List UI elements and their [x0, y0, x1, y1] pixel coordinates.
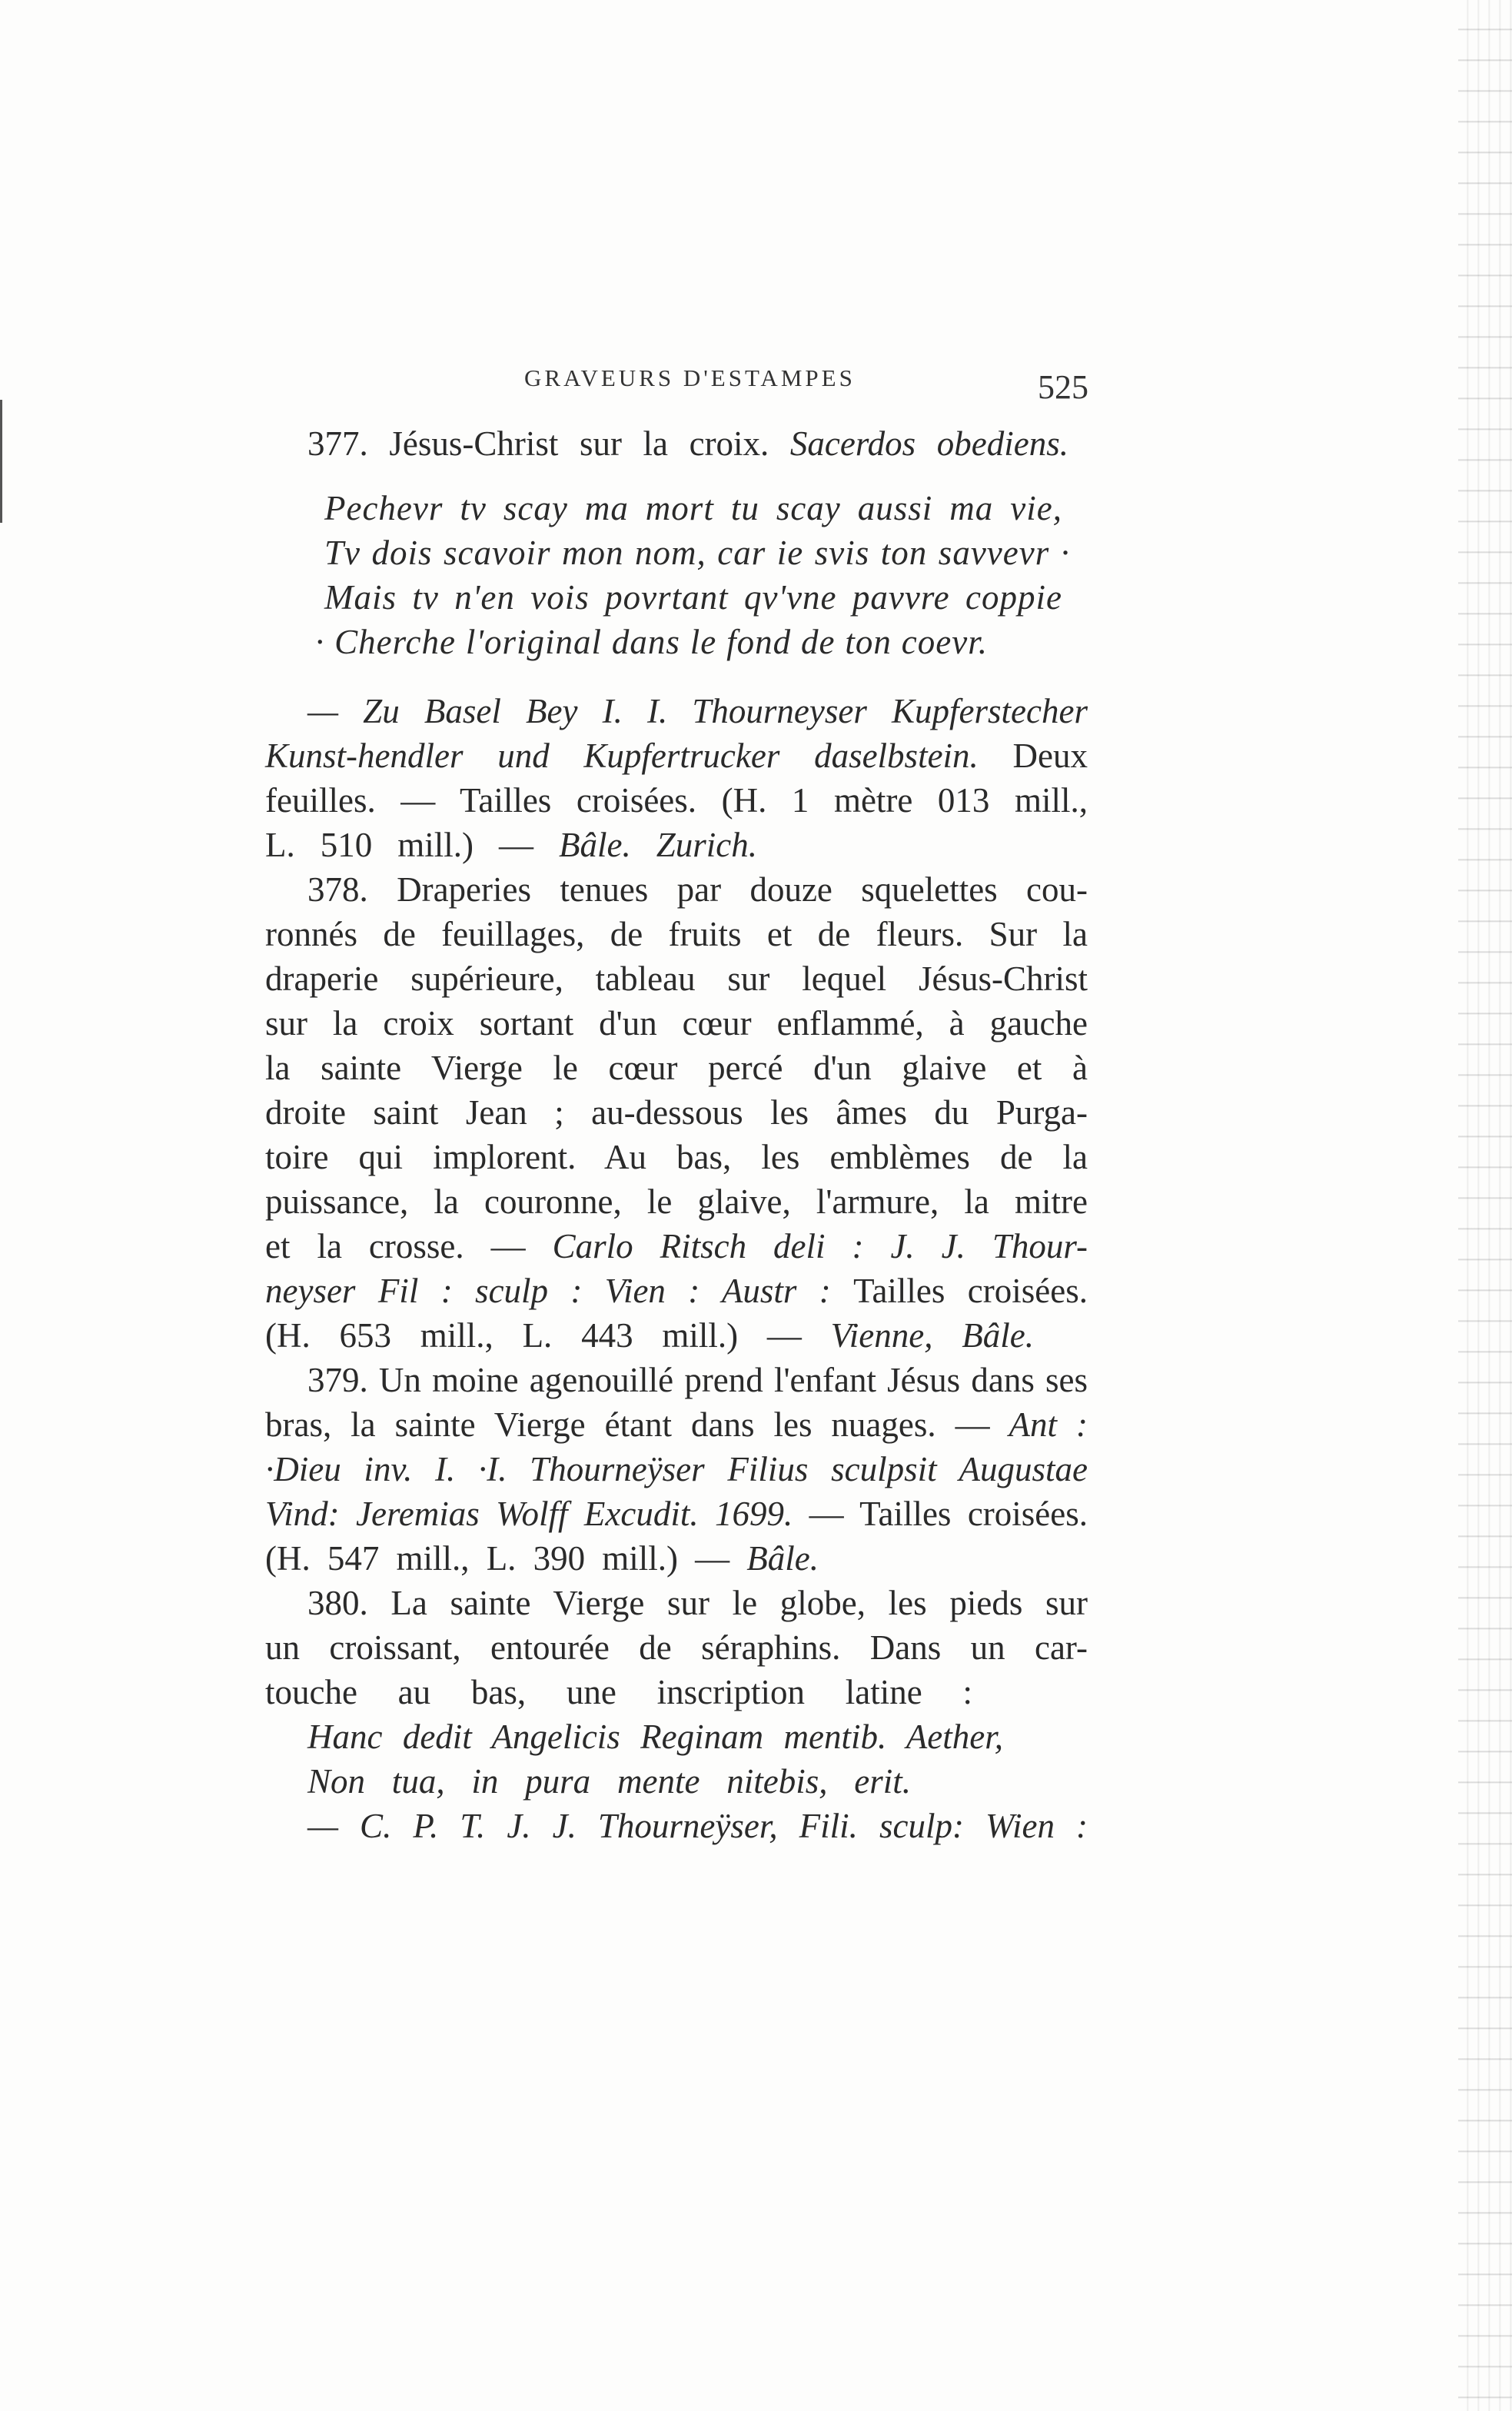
text-run-italic: Carlo Ritsch deli : J. J. Thour-	[552, 1227, 1088, 1265]
text-run: 377. Jésus-Christ sur la croix.	[307, 424, 790, 463]
text-line: 379. Un moine agenouillé prend l'enfant Jésus dans ses	[307, 1361, 1088, 1399]
text-line	[265, 1313, 1034, 1358]
text-run: (H. 547 mill., L. 390 mill.) —	[265, 1539, 747, 1578]
text-line: Mais tv n'en vois povrtant qv'vne pavvre coppie	[324, 578, 1062, 617]
text-line: Tv dois scavoir mon nom, car ie svis ton savvevr ·	[324, 534, 1070, 572]
text-line: puissance, la couronne, le glaive, l'armure, la mitre	[265, 1182, 1088, 1221]
text-line	[265, 1536, 819, 1581]
text-run-italic: Vienne, Bâle.	[830, 1316, 1034, 1355]
text-line: Pechevr tv scay ma mort tu scay aussi ma vie,	[324, 489, 1062, 527]
text-line: ronnés de feuillages, de fruits et de fleurs. Sur la	[265, 915, 1088, 953]
text-line: 378. Draperies tenues par douze squelettes cou-	[307, 870, 1088, 909]
text-run: (H. 653 mill., L. 443 mill.) —	[265, 1316, 831, 1355]
text-run-italic: Sacerdos obediens.	[789, 424, 1068, 463]
running-head: GRAVEURS D'ESTAMPES	[524, 364, 856, 391]
text-line	[265, 1224, 1088, 1269]
text-line: draperie supérieure, tableau sur lequel Jésus-Christ	[265, 959, 1088, 998]
text-run-italic: Ant :	[1009, 1405, 1088, 1444]
text-line: touche au bas, une inscription latine :	[265, 1673, 972, 1711]
text-run: et la crosse. —	[265, 1227, 553, 1265]
text-run: Kunst-hendler und Kupfertrucker daselbstein.	[265, 737, 1013, 775]
text-run-italic: Bâle.	[746, 1539, 819, 1578]
text-run-italic: Tailles croisées.	[853, 1272, 1088, 1310]
text-run: Vind: Jeremias Wolff Excudit. 1699.	[265, 1495, 809, 1533]
text-line: 380. La sainte Vierge sur le globe, les pieds sur	[307, 1584, 1088, 1622]
text-line: — Zu Basel Bey I. I. Thourneyser Kupferstecher	[307, 692, 1088, 730]
text-line: feuilles. — Tailles croisées. (H. 1 mètre 013 mill.,	[265, 781, 1088, 820]
text-line: Hanc dedit Angelicis Reginam mentib. Aether,	[307, 1718, 1003, 1756]
binding-margin-mark	[0, 400, 2, 523]
text-run-italic: Bâle. Zurich.	[559, 826, 757, 864]
page-edge-scan-noise	[1458, 0, 1512, 2411]
text-run-italic: — Tailles croisées.	[809, 1495, 1088, 1533]
text-line: la sainte Vierge le cœur percé d'un glaive et à	[265, 1049, 1088, 1087]
text-line: sur la croix sortant d'un cœur enflammé, à gauche	[265, 1004, 1088, 1043]
text-run: bras, la sainte Vierge étant dans les nuages. —	[265, 1405, 1009, 1444]
text-run: neyser Fil : sculp : Vien : Austr :	[265, 1272, 854, 1310]
text-line	[265, 1402, 1088, 1447]
text-line	[265, 823, 757, 867]
page-number: 525	[1038, 368, 1088, 406]
text-line: — C. P. T. J. J. Thourneÿser, Fili. sculp: Wien :	[307, 1807, 1088, 1845]
text-line	[307, 421, 1068, 466]
text-run: L. 510 mill.) —	[265, 826, 560, 864]
text-run-italic: Deux	[1012, 737, 1088, 775]
text-line: un croissant, entourée de séraphins. Dans un car-	[265, 1628, 1088, 1667]
text-line: toire qui implorent. Au bas, les emblèmes de la	[265, 1138, 1088, 1176]
text-line	[265, 1491, 1088, 1536]
text-line	[265, 1269, 1088, 1313]
text-line: · Cherche l'original dans le fond de ton coevr.	[315, 623, 988, 661]
text-line: droite saint Jean ; au-dessous les âmes du Purga-	[265, 1093, 1088, 1132]
text-line: Non tua, in pura mente nitebis, erit.	[307, 1762, 911, 1801]
text-line	[265, 733, 1088, 778]
text-line: ·Dieu inv. I. ·I. Thourneÿser Filius sculpsit Augustae	[265, 1450, 1088, 1488]
